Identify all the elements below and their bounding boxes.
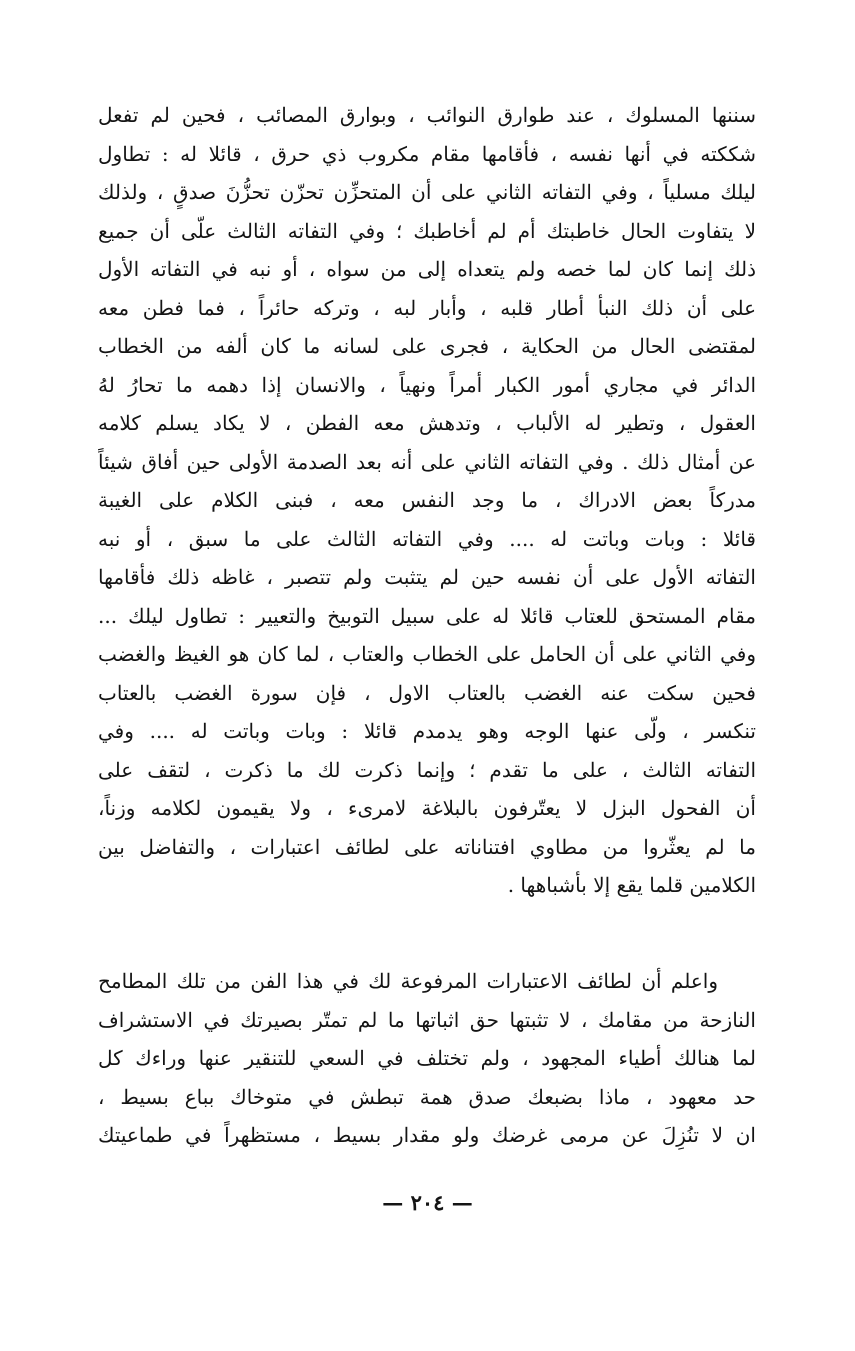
- text-line: فحين سكت عنه الغضب بالعتاب الاول ، فإن سورة الغضب بالعتاب: [98, 680, 756, 705]
- text-line: لما هنالك أطياء المجهود ، ولم تختلف في السعي للتنقير عنها وراءك كل: [98, 1046, 756, 1070]
- paragraph-1: [98, 96, 756, 905]
- text-line: مقام المستحق للعتاب قائلا له على سبيل التوبيخ والتعيير : تطاول ليلك ...: [98, 603, 756, 628]
- text-line: قائلا : وبات وباتت له .... وفي التفاته الثالث على ما سبق ، أو نبه: [98, 526, 756, 551]
- text-line: أن الفحول البزل لا يعتّرفون بالبلاغة لامرىء ، ولا يقيمون لكلامه وزناً،: [98, 796, 756, 820]
- text-line: واعلم أن لطائف الاعتبارات المرفوعة لك في هذا الفن من تلك المطامح: [98, 969, 718, 993]
- text-line: سننها المسلوك ، عند طوارق النوائب ، وبوارق المصائب ، فحين لم تفعل: [98, 103, 756, 127]
- text-line: ان لا تنُزِلَ عن مرمى غرضك ولو مقدار بسيط ، مستظهراً في طماعيتك: [98, 1123, 756, 1147]
- text-line: شككته في أنها نفسه ، فأقامها مقام مكروب ذي حرق ، قائلا له : تطاول: [98, 141, 756, 166]
- text-line: الكلامين قلما يقع إلا بأشباهها .: [507, 873, 756, 897]
- text-line: ليلك مسلياً ، وفي التفاته الثاني على أن المتحزِّن تحزّن تحزُّنَ صدقٍ ، ولذلك: [98, 180, 756, 204]
- text-line: الدائر في مجاري أمور الكبار أمراً ونهياً ، والانسان إذا دهمه ما تحارُ لهُ: [98, 372, 756, 397]
- paragraph-2: [98, 962, 756, 1155]
- text-line: مدركاً بعض الادراك ، ما وجد النفس معه ، فبنى الكلام على الغيبة: [98, 488, 756, 512]
- text-line: على أن ذلك النبأ أطار قلبه ، وأبار لبه ، وتركه حائراً ، فما فطن معه: [98, 295, 756, 320]
- text-line: ذلك إنما كان لما خصه ولم يتعداه إلى من سواه ، أو نبه في التفاته الأول: [98, 257, 756, 281]
- text-line: لمقتضى الحال من الحكاية ، فجرى على لسانه ما كان ألفه من الخطاب: [98, 334, 756, 358]
- text-line: وفي الثاني على أن الحامل على الخطاب والعتاب ، لما كان هو الغيظ والغضب: [98, 642, 756, 666]
- text-line: العقول ، وتطير له الألباب ، وتدهش معه الفطن ، لا يكاد يسلم كلامه: [98, 411, 756, 435]
- page-number: — ٢٠٤ —: [382, 1190, 473, 1215]
- text-line: لا يتفاوت الحال خاطبتك أم لم أخاطبك ؛ وفي التفاته الثالث علّى أن جميع: [98, 218, 756, 243]
- text-line: التفاته الثالث ، على ما تقدم ؛ وإنما ذكرت لك ما ذكرت ، لتقف على: [98, 757, 756, 782]
- text-line: حد معهود ، ماذا بضبعك صدق همة تبطش في متوخاك بباع بسيط ،: [98, 1084, 756, 1109]
- text-line: التفاته الأول على أن نفسه حين لم يتثبت ولم تتصبر ، غاظه ذلك فأقامها: [98, 565, 756, 589]
- text-line: تنكسر ، ولّى عنها الوجه وهو يدمدم قائلا : وبات وباتت له .... وفي: [98, 719, 756, 743]
- text-line: ما لم يعثّروا من مطاوي افتناناته على لطائف اعتبارات ، والتفاضل بين: [98, 834, 756, 859]
- text-line: النازحة من مقامك ، لا تثبتها حق اثباتها ما لم تمتّر بصيرتك في الاستشراف: [98, 1007, 756, 1032]
- text-line: عن أمثال ذلك . وفي التفاته الثاني على أنه بعد الصدمة الأولى حين أفاق شيئاً: [98, 449, 756, 474]
